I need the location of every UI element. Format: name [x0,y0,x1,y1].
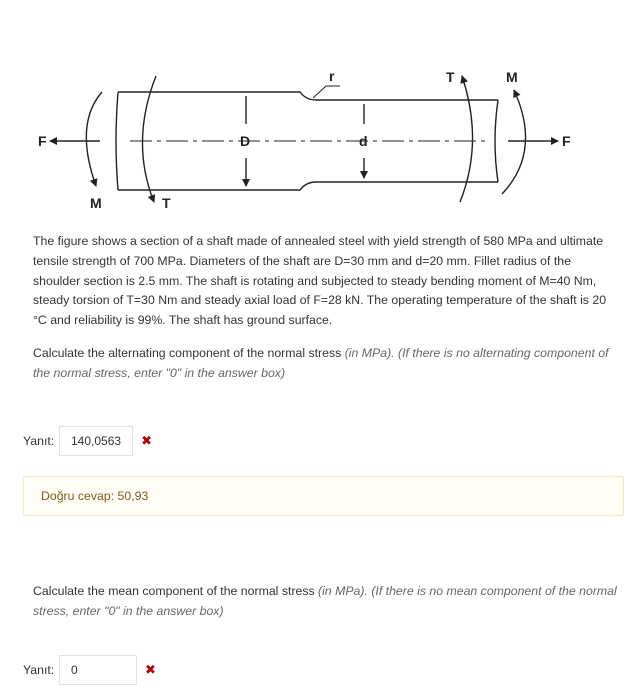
question-1-hint: (in MPa). (If there is no alternating component of the normal stress, enter "0" in the answer box) [33,346,609,380]
answer-row-2 [23,655,156,685]
label-M-left: M [90,195,102,211]
label-D: D [240,133,251,149]
moment-left-arrow [86,92,102,186]
label-T-right: T [446,69,455,85]
answer-label-1: Yanıt: [23,434,55,448]
torque-left-arrow [142,76,156,202]
label-F-right: F [562,133,571,149]
cross-icon: ✖ [145,662,156,677]
question-1-main: Calculate the alternating component of the normal stress [33,346,345,360]
shaft-figure [30,62,590,217]
label-d: d [359,133,368,149]
answer-input-1[interactable]: 140,0563 [59,426,133,456]
moment-right-arrow [502,90,526,194]
question-2-hint: (in MPa). (If there is no mean component of the normal stress, enter "0" in the answer box) [33,584,617,618]
problem-statement: The figure shows a section of a shaft made of annealed steel with yield strength of 580 MPa and ultimate tensile strength of 700 MPa. Diameters of the shaft are D=30 mm and d=20 mm. Fillet radius of the shoulder section is 2.5 mm. The shaft is rotating and subjected to steady bending moment of M=40 Nm, steady torsion of T=30 Nm and steady axial load of F=28 kN. The operating temperature of the shaft is 20 °C and reliability is 99%. The shaft has ground surface. [33,234,607,328]
question-2-text [33,582,618,621]
label-F-left: F [38,133,47,149]
correct-answer-text: Doğru cevap: 50,93 [41,489,149,503]
fillet-leader [313,86,340,98]
correct-answer-feedback [23,476,624,516]
answer-row-1 [23,426,152,456]
torque-right-arrow [460,76,473,202]
label-T-left: T [162,195,171,211]
answer-label-2: Yanıt: [23,663,55,677]
label-r: r [329,68,335,84]
cross-icon: ✖ [141,433,152,448]
label-M-right: M [506,69,518,85]
question-1-text [33,344,618,383]
question-2-main: Calculate the mean component of the normal stress [33,584,319,598]
answer-input-2[interactable]: 0 [59,655,137,685]
